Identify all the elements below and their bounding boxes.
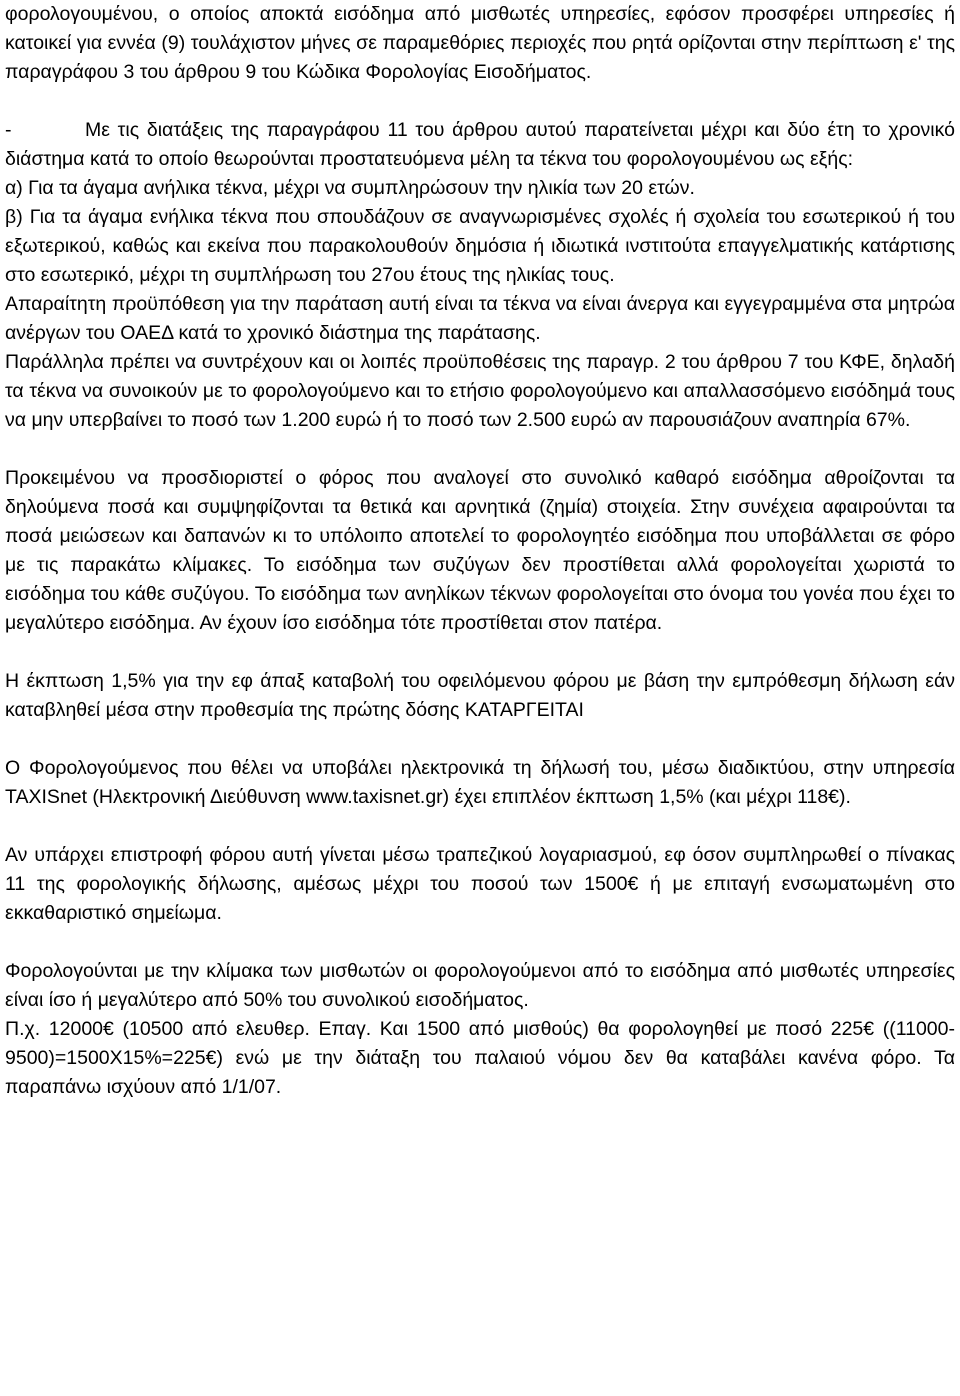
paragraph-gap xyxy=(5,928,955,957)
paragraph-tax-calculation: Προκειμένου να προσδιοριστεί ο φόρος που αναλογεί στο συνολικό καθαρό εισόδημα αθροίζονται τα δηλούμενα ποσά και συμψηφίζονται τα θετικά και αρνητικά (ζημία) στοιχεία. Στην συνέχεια αφαιρούνται τα ποσά μειώσεων και δαπανών κι το υπόλοιπο αποτελεί το φορολογητέο εισόδημα που υποβάλλεται σε φόρο με τις παρακάτω κλίμακες. Το εισόδημα των συζύγων δεν προστίθεται αλλά φορολογείται χωριστά το εισόδημα του κάθε συζύγου. Το εισόδημα των ανηλίκων τέκνων φορολογείται στο όνομα του γονέα που έχει το μεγαλύτερο εισόδημα. Αν έχουν ίσο εισόδημα τότε προστίθεται στον πατέρα. xyxy=(5,467,955,634)
paragraph-gap xyxy=(5,725,955,754)
paragraph-unemployed-requirement: Απαραίτητη προϋπόθεση για την παράταση αυτή είναι τα τέκνα να είναι άνεργα και εγγεγραμμένα στα μητρώα ανέργων του ΟΑΕΔ κατά το χρονικό διάστημα της παράτασης. xyxy=(5,293,955,344)
paragraph-adult-students: β) Για τα άγαμα ενήλικα τέκνα που σπουδάζουν σε αναγνωρισμένες σχολές ή σχολεία του εσωτερικού ή του εξωτερικού, καθώς και εκείνα που παρακολουθούν δημόσια ή ιδιωτικά ινστιτούτα επαγγελματικής κατάρτισης στο εσωτερικό, μέχρι τη συμπλήρωση του 27ου έτους της ηλικίας τους. xyxy=(5,206,955,286)
paragraph-protected-members-text: Με τις διατάξεις της παραγράφου 11 του άρθρου αυτού παρατείνεται μέχρι και δύο έτη το χρονικό διάστημα κατά το οποίο θεωρούνται προστατευόμενα μέλη τα τέκνα του φορολογουμένου ως εξής: xyxy=(5,119,955,170)
paragraph-protected-members xyxy=(5,116,955,174)
paragraph-other-conditions: Παράλληλα πρέπει να συντρέχουν και οι λοιπές προϋποθέσεις της παραγρ. 2 του άρθρου 7 του ΚΦΕ, δηλαδή τα τέκνα να συνοικούν με το φορολογούμενο και το ετήσιο φορολογούμενο και απαλλασσόμενο εισόδημά τους να μην υπερβαίνει το ποσό των 1.200 ευρώ ή το ποσό των 2.500 ευρώ αν παρουσιάζουν αναπηρία 67%. xyxy=(5,351,955,431)
paragraph-example: Π.χ. 12000€ (10500 από ελευθερ. Επαγ. Και 1500 από μισθούς) θα φορολογηθεί με ποσό 225€ ((11000-9500)=1500Χ15%=225€) ενώ με την διάταξη του παλαιού νόμου δεν θα καταβάλει κανένα φόρο. Τα παραπάνω ισχύουν από 1/1/07. xyxy=(5,1018,955,1098)
paragraph-tax-border-regions: φορολογουμένου, ο οποίος αποκτά εισόδημα από μισθωτές υπηρεσίες, εφόσον προσφέρει υπηρεσίες ή κατοικεί για εννέα (9) τουλάχιστον μήνες σε παραμεθόριες περιοχές που ρητά ορίζονται στην περίπτωση ε' της παραγράφου 3 του άρθρου 9 του Κώδικα Φορολογίας Εισοδήματος. xyxy=(5,3,955,83)
paragraph-gap xyxy=(5,638,955,667)
paragraph-discount-abolished: Η έκπτωση 1,5% για την εφ άπαξ καταβολή του οφειλόμενου φόρου με βάση την εμπρόθεσμη δήλωση εάν καταβληθεί μέσα στην προθεσμία της πρώτης δόσης ΚΑΤΑΡΓΕΙΤΑΙ xyxy=(5,670,955,721)
paragraph-taxisnet-discount: Ο Φορολογούμενος που θέλει να υποβάλει ηλεκτρονικά τη δήλωσή του, μέσω διαδικτύου, στην υπηρεσία TAXISnet (Ηλεκτρονική Διεύθυνση www.taxisnet.gr) έχει επιπλέον έκπτωση 1,5% (και μέχρι 118€). xyxy=(5,757,955,808)
document-page xyxy=(5,0,955,1102)
paragraph-tax-refund: Αν υπάρχει επιστροφή φόρου αυτή γίνεται μέσω τραπεζικού λογαριασμού, εφ όσον συμπληρωθεί ο πίνακας 11 της φορολογικής δήλωσης, αμέσως μέχρι του ποσού των 1500€ ή με επιταγή ενσωματωμένη στο εκκαθαριστικό σημείωμα. xyxy=(5,844,955,924)
paragraph-minor-children: α) Για τα άγαμα ανήλικα τέκνα, μέχρι να συμπληρώσουν την ηλικία των 20 ετών. xyxy=(5,177,695,199)
paragraph-salaried-scale: Φορολογούνται με την κλίμακα των μισθωτών οι φορολογούμενοι από το εισόδημα από μισθωτές υπηρεσίες είναι ίσο ή μεγαλύτερο από 50% του συνολικού εισοδήματος. xyxy=(5,960,955,1011)
paragraph-gap xyxy=(5,812,955,841)
list-dash: - xyxy=(5,119,12,141)
paragraph-gap xyxy=(5,435,955,464)
paragraph-gap xyxy=(5,87,955,116)
